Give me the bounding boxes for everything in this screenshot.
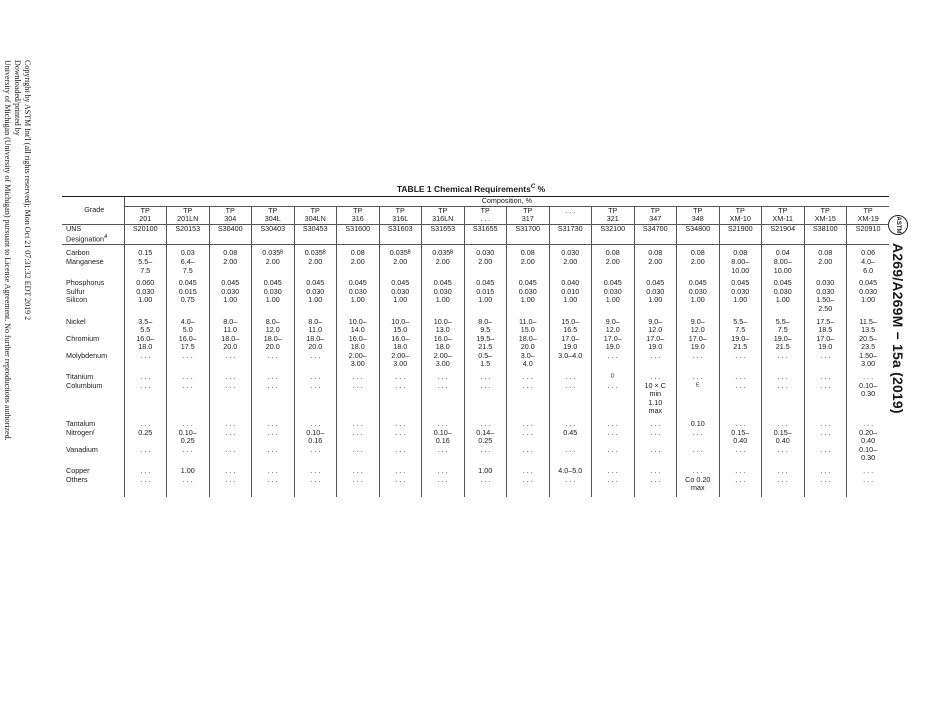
composition-cell: 0.045 0.030 1.00 <box>592 279 635 313</box>
grade-cell: TP 348 <box>677 206 720 224</box>
composition-cell: 4.0– 5.0 16.0– 17.5 . . . <box>167 318 210 370</box>
grade-header: Grade <box>84 205 105 215</box>
composition-cell: 0.045 0.030 1.00 <box>422 279 465 313</box>
composition-cell: . . . . . . <box>209 373 252 416</box>
composition-cell: . . . Co 0.20 max <box>677 467 720 493</box>
composition-header: Composition, % <box>124 197 889 207</box>
composition-cell: . . . 0.15– 0.40 . . . <box>762 420 805 463</box>
composition-cell: . . . . . . <box>464 373 507 416</box>
grade-cell: TP XM-15 <box>804 206 847 224</box>
uns-cell: S31655 <box>464 224 507 245</box>
composition-cell: 0.08 2.00 <box>804 249 847 275</box>
composition-cell: 8.0– 12.0 18.0– 20.0 . . . <box>252 318 295 370</box>
grade-cell: TP 317 <box>507 206 550 224</box>
composition-cell: . . . ᴱ <box>677 373 720 416</box>
composition-cell: . . . . . . <box>294 467 337 493</box>
uns-cell: S30400 <box>209 224 252 245</box>
composition-cell: . . . . . . . . . <box>507 420 550 463</box>
table-row <box>62 249 889 275</box>
composition-cell: 0.030 2.00 <box>464 249 507 275</box>
composition-cell: . . . . . . . . . <box>209 420 252 463</box>
composition-cell: 0.045 0.030 1.00 <box>847 279 890 313</box>
grade-cell: . . . <box>549 206 592 224</box>
uns-cell: S21904 <box>762 224 805 245</box>
composition-cell: 0.045 0.030 1.00 <box>209 279 252 313</box>
composition-cell: . . . . . . <box>337 467 380 493</box>
grade-cell: TP 321 <box>592 206 635 224</box>
composition-cell: 15.0– 16.5 17.0– 19.0 3.0–4.0 <box>549 318 592 370</box>
grade-cell: TP 304L <box>252 206 295 224</box>
uns-cell: S31653 <box>422 224 465 245</box>
composition-cell: 0.040 0.010 1.00 <box>549 279 592 313</box>
uns-cell: S31600 <box>337 224 380 245</box>
composition-cell: ᴰ . . . <box>592 373 635 416</box>
composition-cell: . . . . . . <box>252 373 295 416</box>
composition-cell: 1.00 . . . <box>464 467 507 493</box>
uns-cell: S20910 <box>847 224 890 245</box>
composition-cell: 1.00 . . . <box>167 467 210 493</box>
composition-cell: . . . 0.10– 0.25 . . . <box>167 420 210 463</box>
composition-cell: 0.10 . . . . . . <box>677 420 720 463</box>
astm-logo-icon: ASTM <box>888 215 908 235</box>
composition-cell: 9.0– 12.0 17.0– 19.0 . . . <box>592 318 635 370</box>
composition-cell: 0.045 0.030 1.00 <box>294 279 337 313</box>
composition-cell: 0.045 0.015 1.00 <box>464 279 507 313</box>
table-title-suffix: % <box>535 184 546 194</box>
composition-cell: 0.030 2.00 <box>549 249 592 275</box>
grade-cell: TP 316L <box>379 206 422 224</box>
composition-cell: . . . . . . <box>379 373 422 416</box>
grade-cell: TP 304LN <box>294 206 337 224</box>
element-label: Copper Others <box>66 466 90 484</box>
composition-cell: . . . . . . <box>847 467 890 493</box>
composition-cell: . . . 0.14– 0.25 . . . <box>464 420 507 463</box>
uns-cell: S34800 <box>677 224 720 245</box>
composition-cell: 9.0– 12.0 17.0– 19.0 . . . <box>634 318 677 370</box>
table-row <box>62 467 889 493</box>
table-title <box>62 184 880 194</box>
composition-cell: . . . . . . . . . <box>592 420 635 463</box>
composition-cell: 0.035ᴮ 2.00 <box>422 249 465 275</box>
composition-cell: 0.08 8.00– 10.00 <box>719 249 762 275</box>
composition-cell: 0.04 8.00– 10.00 <box>762 249 805 275</box>
uns-cell: S38100 <box>804 224 847 245</box>
composition-cell: . . . 0.20– 0.40 0.10– 0.30 <box>847 420 890 463</box>
composition-cell: 10.0– 13.0 16.0– 18.0 2.00– 3.00 <box>422 318 465 370</box>
uns-cell: S20100 <box>124 224 167 245</box>
chemical-requirements-table <box>62 196 889 497</box>
uns-designation-label: UNS Designation$^A$ <box>62 224 124 245</box>
composition-cell: 0.03 6.4– 7.5 <box>167 249 210 275</box>
composition-cell: 0.06 4.0– 6.0 <box>847 249 890 275</box>
composition-cell: . . . 0.10– 0.30 <box>847 373 890 416</box>
composition-cell: . . . . . . . . . <box>804 420 847 463</box>
uns-cell: S34700 <box>634 224 677 245</box>
composition-cell: 0.045 0.030 1.00 <box>719 279 762 313</box>
composition-cell: 0.045 0.030 1.00 <box>762 279 805 313</box>
uns-cell: S30453 <box>294 224 337 245</box>
grade-cell: TP 316LN <box>422 206 465 224</box>
table-row <box>62 318 889 370</box>
composition-cell: . . . . . . <box>804 467 847 493</box>
grade-cell: TP XM-19 <box>847 206 890 224</box>
composition-cell: . . . . . . <box>507 467 550 493</box>
composition-cell: 11.5– 13.5 20.5– 23.5 1.50– 3.00 <box>847 318 890 370</box>
composition-cell: 5.5– 7.5 19.0– 21.5 . . . <box>719 318 762 370</box>
composition-cell: 0.035ᴮ 2.00 <box>294 249 337 275</box>
uns-cell: S31603 <box>379 224 422 245</box>
composition-cell: . . . . . . <box>507 373 550 416</box>
table-title-note: C <box>530 184 536 191</box>
table-row <box>62 373 889 416</box>
composition-cell: . . . . . . <box>634 467 677 493</box>
composition-cell: . . . 0.10– 0.16 . . . <box>294 420 337 463</box>
copyright-line-1: Copyright by ASTM Int'l (all rights reserved); Mon Oct 21 07:31:32 EDT 2019 2 <box>23 60 32 321</box>
element-label: Nickel Chromium Molybdenum <box>66 316 108 360</box>
element-label: Carbon Manganese <box>66 248 104 266</box>
composition-cell: 17.5– 18.5 17.0– 19.0 . . . <box>804 318 847 370</box>
copyright-line-3: University of Michigan (University of Michigan) pursuant to License Agreement. No further reproductions authorized. <box>3 60 12 441</box>
composition-cell: . . . . . . <box>422 467 465 493</box>
composition-cell: 4.0–5.0 . . . <box>549 467 592 493</box>
composition-cell: 8.0– 9.5 19.5– 21.5 0.5– 1.5 <box>464 318 507 370</box>
grade-cell: TP 201LN <box>167 206 210 224</box>
composition-cell: 0.030 0.030 1.50– 2.50 <box>804 279 847 313</box>
grade-cell: TP XM-11 <box>762 206 805 224</box>
composition-cell: 0.035ᴮ 2.00 <box>252 249 295 275</box>
composition-cell: . . . 0.15– 0.40 . . . <box>719 420 762 463</box>
composition-cell: 3.5– 5.5 16.0– 18.0 . . . <box>124 318 167 370</box>
composition-cell: . . . . . . <box>337 373 380 416</box>
composition-cell: 0.08 2.00 <box>634 249 677 275</box>
grade-cell: TP . . . <box>464 206 507 224</box>
composition-cell: 0.08 2.00 <box>209 249 252 275</box>
composition-cell: 8.0– 11.0 18.0– 20.0 . . . <box>209 318 252 370</box>
copyright-line-2: Downloaded/printed by <box>13 60 22 136</box>
grade-cell: TP XM-10 <box>719 206 762 224</box>
composition-cell: 8.0– 11.0 18.0– 20.0 . . . <box>294 318 337 370</box>
composition-cell: . . . . . . <box>719 373 762 416</box>
composition-cell: . . . . . . <box>549 373 592 416</box>
uns-cell: S20153 <box>167 224 210 245</box>
composition-cell: 10.0– 15.0 16.0– 18.0 2.00– 3.00 <box>379 318 422 370</box>
composition-cell: . . . 10 × C min 1.10 max <box>634 373 677 416</box>
composition-cell: . . . . . . . . . <box>379 420 422 463</box>
document-designation: A269/A269M − 15a (2019) <box>890 243 906 414</box>
composition-cell: . . . 0.10– 0.16 . . . <box>422 420 465 463</box>
uns-cell: S21900 <box>719 224 762 245</box>
grade-cell: TP 304 <box>209 206 252 224</box>
composition-cell: . . . . . . . . . <box>634 420 677 463</box>
uns-cell: S31730 <box>549 224 592 245</box>
element-label: Phosphorus Sulfur Silicon <box>66 278 105 305</box>
table-row <box>62 420 889 463</box>
composition-cell: 0.045 0.030 1.00 <box>379 279 422 313</box>
table-row <box>62 279 889 313</box>
grade-cell: TP 316 <box>337 206 380 224</box>
composition-cell: 0.08 2.00 <box>677 249 720 275</box>
grade-cell: TP 201 <box>124 206 167 224</box>
composition-cell: . . . . . . <box>762 467 805 493</box>
composition-cell: 0.08 2.00 <box>337 249 380 275</box>
composition-cell: . . . . . . <box>762 373 805 416</box>
composition-cell: . . . . . . . . . <box>252 420 295 463</box>
copyright-notice <box>2 60 32 660</box>
uns-cell: S30403 <box>252 224 295 245</box>
uns-cell: S32100 <box>592 224 635 245</box>
composition-cell: 11.0– 15.0 18.0– 20.0 3.0– 4.0 <box>507 318 550 370</box>
composition-cell: 0.045 0.030 1.00 <box>507 279 550 313</box>
composition-cell: . . . . . . <box>124 373 167 416</box>
composition-cell: . . . . . . <box>252 467 295 493</box>
composition-cell: . . . . . . <box>167 373 210 416</box>
composition-cell: 0.045 0.015 0.75 <box>167 279 210 313</box>
uns-cell: S31700 <box>507 224 550 245</box>
grade-cell: TP 347 <box>634 206 677 224</box>
element-label: Tantalum Nitrogenᶠ Vanadium <box>66 419 98 454</box>
table-title-text: TABLE 1 Chemical Requirements <box>396 184 531 194</box>
composition-cell: 0.045 0.030 1.00 <box>337 279 380 313</box>
composition-cell: 0.035ᴮ 2.00 <box>379 249 422 275</box>
composition-cell: 5.5– 7.5 19.0– 21.5 . . . <box>762 318 805 370</box>
composition-cell: 0.045 0.030 1.00 <box>252 279 295 313</box>
composition-cell: 0.045 0.030 1.00 <box>677 279 720 313</box>
composition-cell: . . . . . . <box>124 467 167 493</box>
document-header <box>888 215 908 414</box>
element-label: Titanium Columbium <box>66 372 103 390</box>
composition-cell: . . . . . . <box>209 467 252 493</box>
composition-cell: 0.15 5.5– 7.5 <box>124 249 167 275</box>
composition-cell: . . . . . . <box>422 373 465 416</box>
composition-cell: 0.08 2.00 <box>592 249 635 275</box>
composition-cell: 0.045 0.030 1.00 <box>634 279 677 313</box>
composition-cell: . . . . . . <box>294 373 337 416</box>
composition-cell: . . . . . . <box>379 467 422 493</box>
composition-cell: . . . . . . <box>804 373 847 416</box>
composition-cell: . . . . . . . . . <box>337 420 380 463</box>
composition-cell: 0.08 2.00 <box>507 249 550 275</box>
composition-cell: . . . . . . <box>592 467 635 493</box>
composition-cell: . . . . . . <box>719 467 762 493</box>
composition-cell: 9.0– 12.0 17.0– 19.0 . . . <box>677 318 720 370</box>
composition-cell: 10.0– 14.0 16.0– 18.0 2.00– 3.00 <box>337 318 380 370</box>
composition-cell: . . . 0.25 . . . <box>124 420 167 463</box>
composition-cell: 0.060 0.030 1.00 <box>124 279 167 313</box>
composition-cell: . . . 0.45 . . . <box>549 420 592 463</box>
